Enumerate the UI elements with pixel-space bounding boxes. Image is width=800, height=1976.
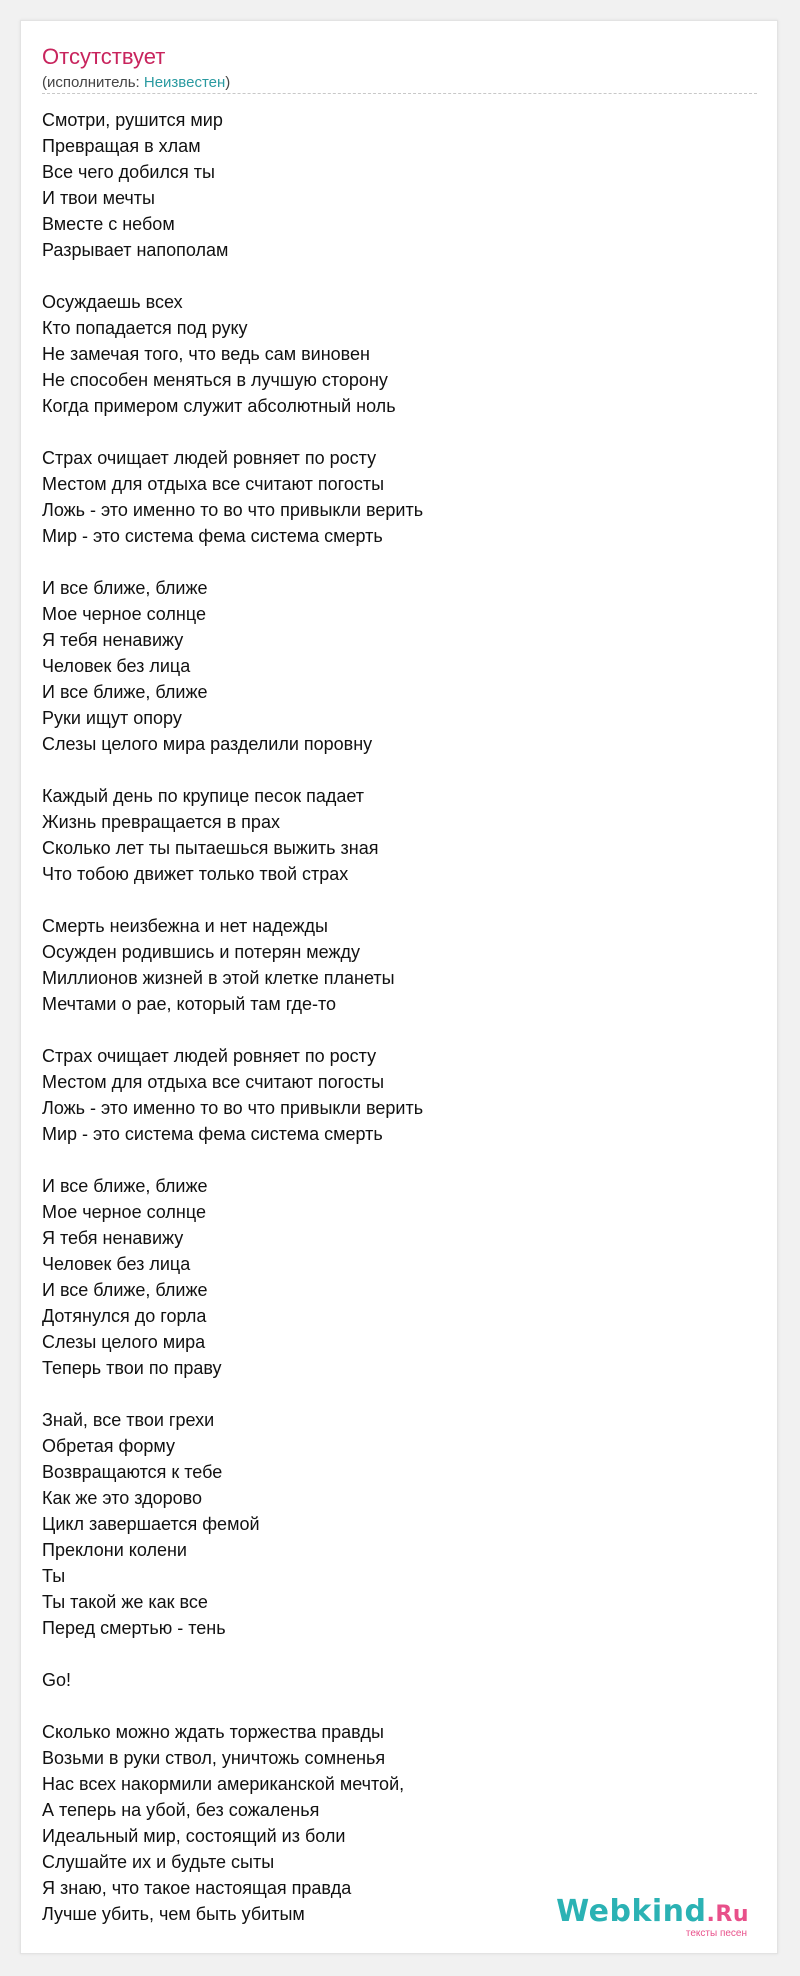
lyric-line: Сколько можно ждать торжества правды (42, 1722, 384, 1742)
lyric-line: И все ближе, ближе (42, 578, 208, 598)
lyric-line: Теперь твои по праву (42, 1358, 222, 1378)
artist-prefix: (исполнитель: (42, 74, 144, 91)
lyrics-stanza (42, 107, 742, 263)
lyric-line: Не способен меняться в лучшую сторону (42, 370, 388, 390)
lyric-line: Как же это здорово (42, 1488, 203, 1508)
watermark-tagline: тексты песен (685, 1928, 747, 1939)
lyric-line: Местом для отдыха все считают погосты (42, 474, 385, 494)
lyrics-stanza (42, 1667, 742, 1693)
lyric-line: Смотри, рушится мир (42, 110, 223, 130)
lyric-line: Превращая в хлам (42, 136, 201, 156)
lyric-line: Осужден родившись и потерян между (42, 942, 361, 962)
lyric-line: Обретая форму (42, 1436, 175, 1456)
lyric-line: Осуждаешь всех (42, 292, 183, 312)
lyric-line: Смерть неизбежна и нет надежды (42, 916, 328, 936)
lyrics-body (42, 107, 742, 1953)
lyric-line: Лучше убить, чем быть убитым (42, 1904, 305, 1924)
lyric-line: Преклони колени (42, 1540, 187, 1560)
lyrics-stanza (42, 913, 742, 1017)
lyric-line: Мир - это система фема система смерть (42, 1124, 383, 1144)
lyrics-stanza (42, 445, 742, 549)
lyric-line: Жизнь превращается в прах (42, 812, 280, 832)
lyrics-stanza (42, 289, 742, 419)
lyric-line: Ложь - это именно то во что привыкли верить (42, 1098, 424, 1118)
lyric-line: Нас всех накормили американской мечтой, (42, 1774, 405, 1794)
lyric-line: И все ближе, ближе (42, 1280, 208, 1300)
lyric-line: И все ближе, ближе (42, 682, 208, 702)
lyrics-stanza (42, 783, 742, 887)
lyric-line: Возвращаются к тебе (42, 1462, 223, 1482)
song-title: Отсутствует (42, 44, 166, 69)
lyric-line: Человек без лица (42, 656, 191, 676)
artist-suffix: ) (225, 74, 231, 91)
watermark-brand-name: Webkind (556, 1894, 707, 1929)
lyric-line: Я тебя ненавижу (42, 1228, 184, 1248)
lyric-line: Миллионов жизней в этой клетке планеты (42, 968, 395, 988)
lyric-line: Знай, все твои грехи (42, 1410, 215, 1430)
lyric-line: Сколько лет ты пытаешься выжить зная (42, 838, 379, 858)
lyric-line: Мечтами о рае, который там где-то (42, 994, 337, 1014)
lyric-line: Не замечая того, что ведь сам виновен (42, 344, 370, 364)
lyric-line: Что тобою движет только твой страх (42, 864, 349, 884)
lyrics-stanza (42, 1043, 742, 1147)
lyrics-stanza (42, 1407, 742, 1641)
lyric-line: Слезы целого мира (42, 1332, 206, 1352)
lyrics-stanza (42, 1173, 742, 1381)
lyric-line: Слезы целого мира разделили поровну (42, 734, 373, 754)
lyric-line: Вместе с небом (42, 214, 175, 234)
lyric-line: Разрывает напополам (42, 240, 229, 260)
header-divider (42, 93, 757, 94)
lyric-line: Когда примером служит абсолютный ноль (42, 396, 396, 416)
lyric-line: Ты такой же как все (42, 1592, 208, 1612)
watermark-logo (556, 1896, 749, 1939)
lyrics-card (20, 20, 778, 1954)
lyric-line: Мое черное солнце (42, 1202, 206, 1222)
lyric-line: А теперь на убой, без сожаленья (42, 1800, 320, 1820)
lyric-line: Человек без лица (42, 1254, 191, 1274)
lyric-line: Go! (42, 1670, 72, 1690)
lyric-line: Я знаю, что такое настоящая правда (42, 1878, 352, 1898)
lyric-line: Перед смертью - тень (42, 1618, 226, 1638)
lyric-line: Каждый день по крупице песок падает (42, 786, 365, 806)
lyric-line: Я тебя ненавижу (42, 630, 184, 650)
watermark-brand (556, 1896, 749, 1931)
lyrics-stanza (42, 575, 742, 757)
lyric-line: И твои мечты (42, 188, 155, 208)
lyric-line: Кто попадается под руку (42, 318, 248, 338)
lyric-line: Возьми в руки ствол, уничтожь сомненья (42, 1748, 386, 1768)
lyric-line: Все чего добился ты (42, 162, 215, 182)
lyric-line: Мир - это система фема система смерть (42, 526, 383, 546)
lyric-line: Ты (42, 1566, 66, 1586)
lyric-line: Цикл завершается фемой (42, 1514, 260, 1534)
artist-line (42, 73, 230, 93)
lyric-line: Страх очищает людей ровняет по росту (42, 448, 377, 468)
artist-link[interactable]: Неизвестен (143, 74, 226, 91)
lyric-line: Руки ищут опору (42, 708, 182, 728)
lyric-line: Мое черное солнце (42, 604, 206, 624)
lyric-line: Местом для отдыха все считают погосты (42, 1072, 385, 1092)
lyric-line: Слушайте их и будьте сыты (42, 1852, 275, 1872)
watermark-brand-suffix: .Ru (706, 1902, 749, 1927)
lyric-line: Идеальный мир, состоящий из боли (42, 1826, 346, 1846)
lyric-line: И все ближе, ближе (42, 1176, 208, 1196)
lyric-line: Дотянулся до горла (42, 1306, 207, 1326)
lyric-line: Ложь - это именно то во что привыкли верить (42, 500, 424, 520)
lyric-line: Страх очищает людей ровняет по росту (42, 1046, 377, 1066)
